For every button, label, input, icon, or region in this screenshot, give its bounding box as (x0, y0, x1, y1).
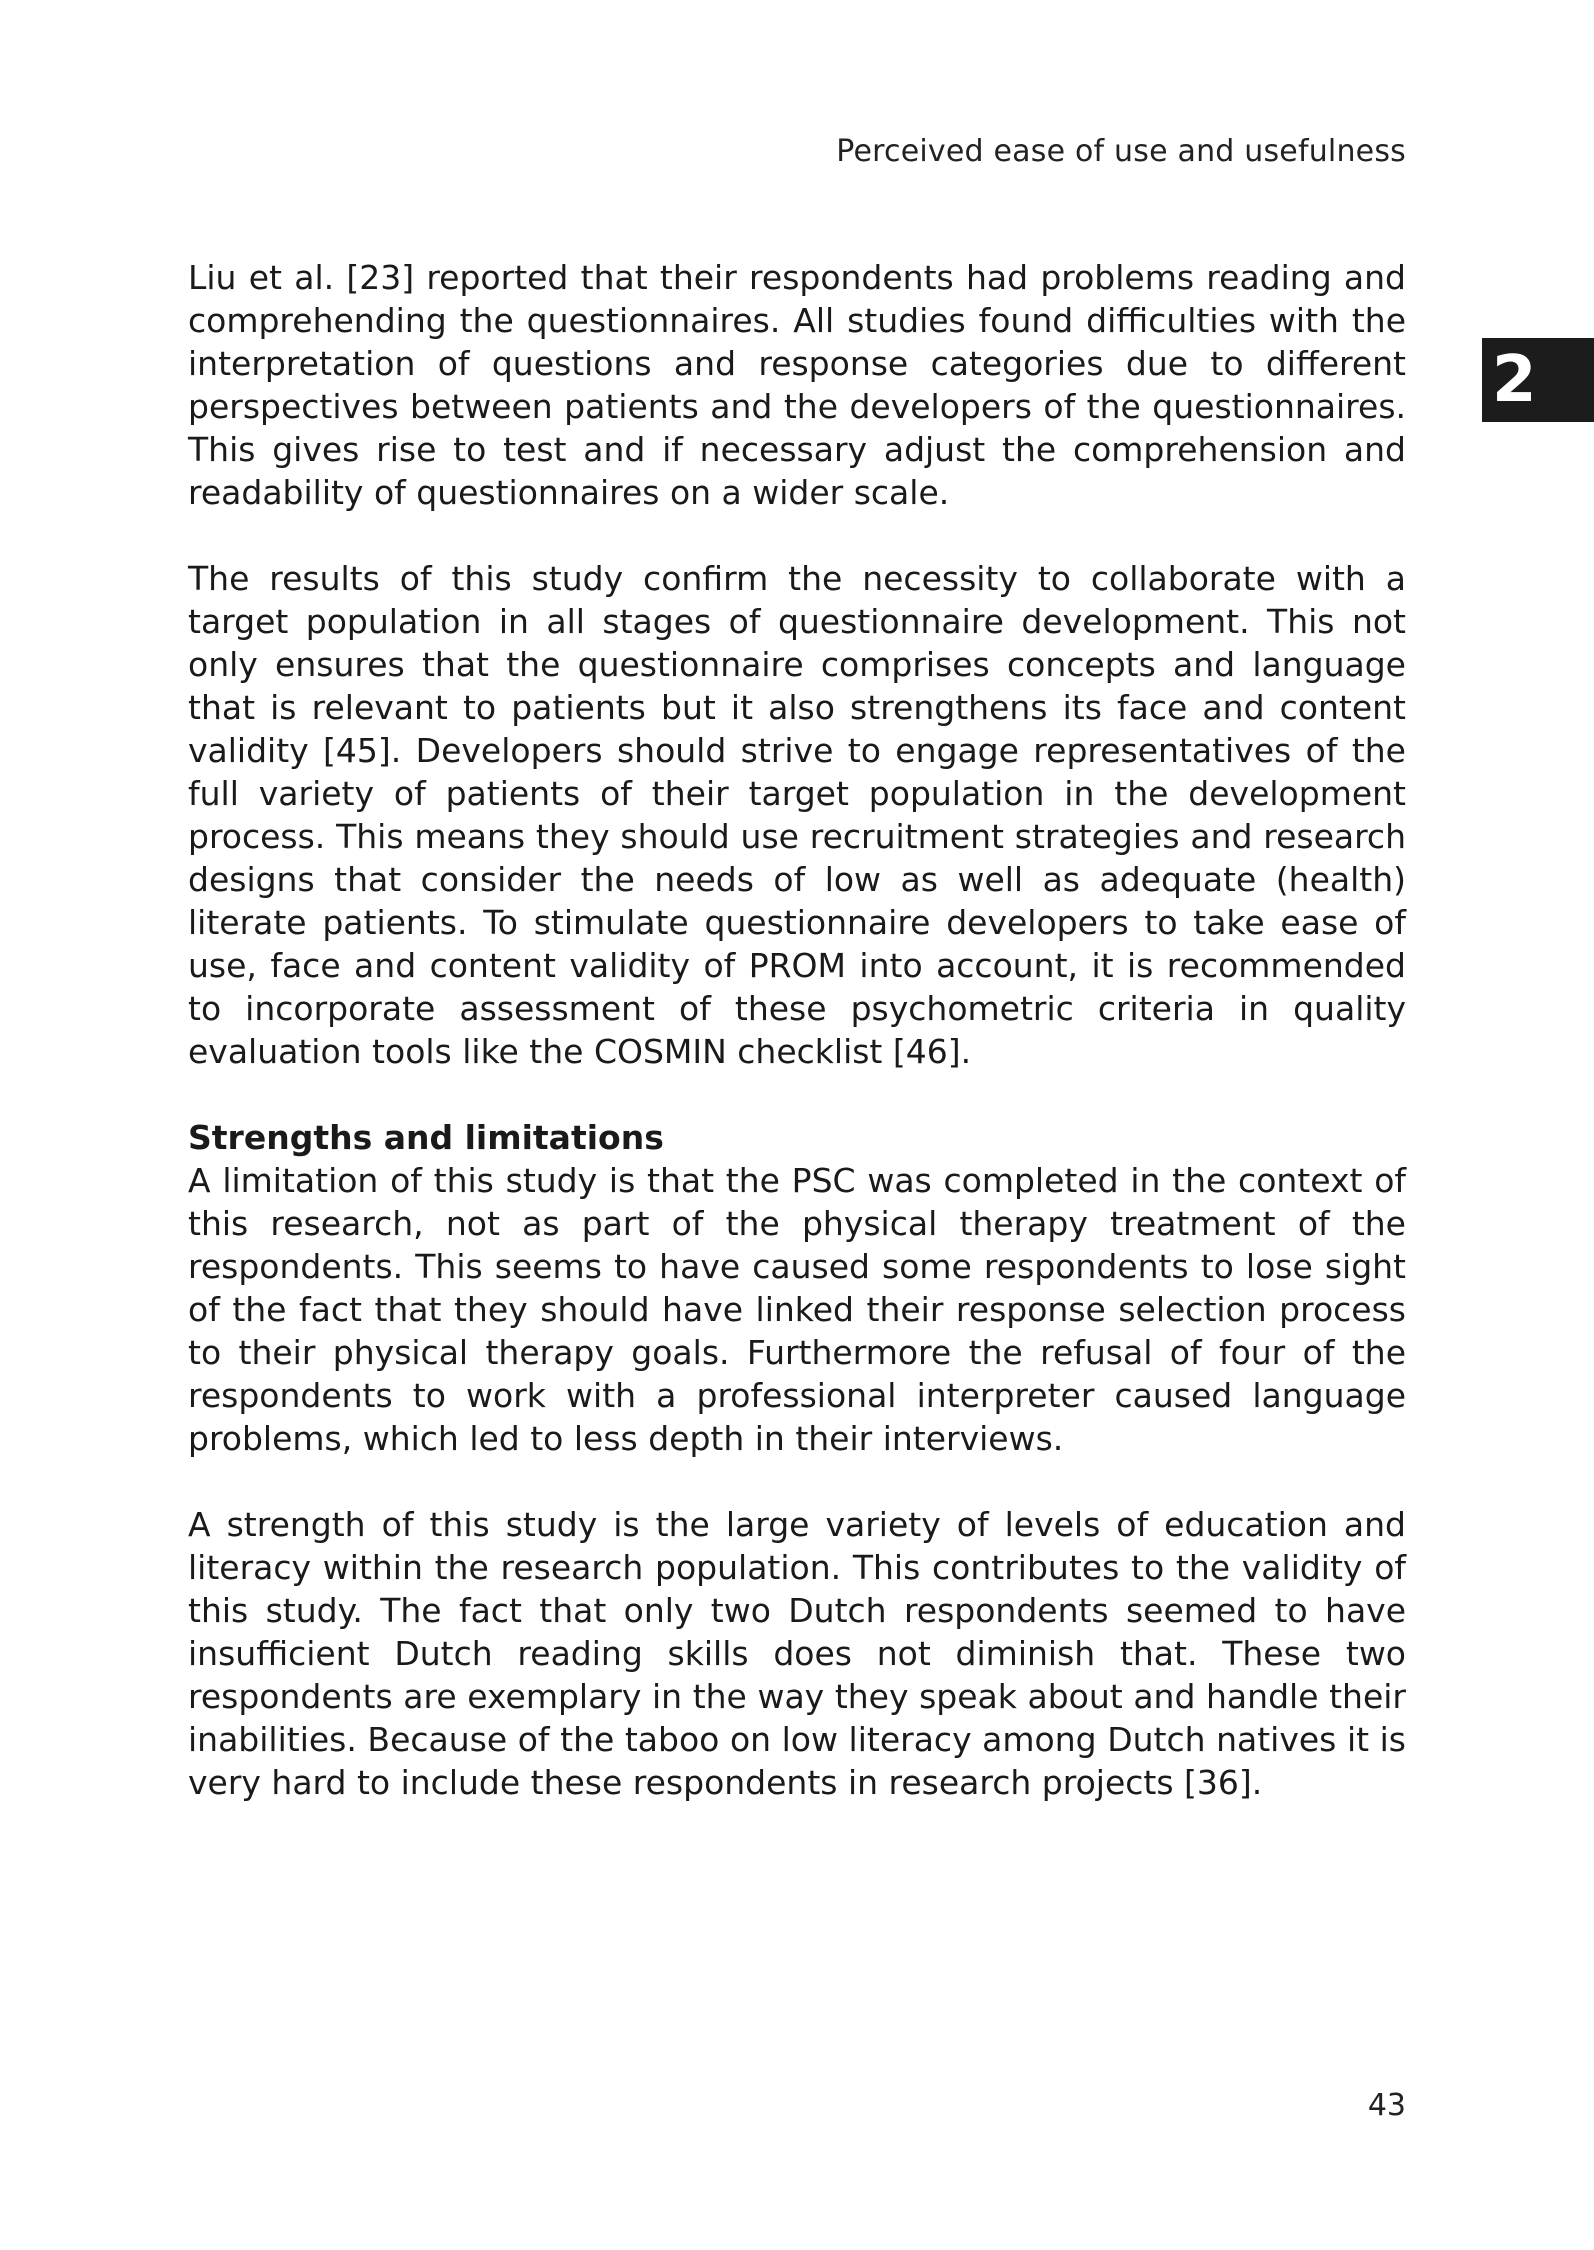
running-header: Perceived ease of use and usefulness (836, 134, 1406, 169)
paragraph-liu-findings: Liu et al. [23] reported that their respondents had problems reading and comprehending the questionnaires. All studies found difficulties with the interpretation of questions and response categories due to different perspectives between patients and the developers of the questionnaires. This gives rise to test and if necessary adjust the comprehension and readability of questionnaires on a wider scale. (188, 258, 1406, 512)
paragraph-collaboration: The results of this study confirm the necessity to collaborate with a target population in all stages of questionnaire development. This not only ensures that the questionnaire comprises concepts and language that is relevant to patients but it also strengthens its face and content validity [45]. Developers should strive to engage representatives of the full variety of patients of their target population in the development process. This means they should use recruitment strategies and research designs that consider the needs of low as well as adequate (health) literate patients. To stimulate questionnaire developers to take ease of use, face and content validity of PROM into account, it is recommended to incorporate assessment of these psychometric criteria in quality evaluation tools like the COSMIN checklist [46]. (188, 559, 1406, 1071)
paragraph-strength: A strength of this study is the large variety of levels of education and literacy within the research population. This contributes to the validity of this study. The fact that only two Dutch respondents seemed to have insufficient Dutch reading skills does not diminish that. These two respondents are exemplary in the way they speak about and handle their inabilities. Because of the taboo on low literacy among Dutch natives it is very hard to include these respondents in research projects [36]. (188, 1505, 1406, 1802)
section-heading-strengths-limitations: Strengths and limitations (188, 1118, 664, 1157)
body-text (188, 256, 1406, 1804)
chapter-tab: 2 (1482, 338, 1594, 422)
page-number: 43 (1367, 2088, 1406, 2123)
paragraph-limitation: A limitation of this study is that the PSC was completed in the context of this research, not as part of the physical therapy treatment of the respondents. This seems to have caused some respondents to lose sight of the fact that they should have linked their response selection process to their physical therapy goals. Furthermore the refusal of four of the respondents to work with a professional interpreter caused language problems, which led to less depth in their interviews. (188, 1161, 1406, 1458)
